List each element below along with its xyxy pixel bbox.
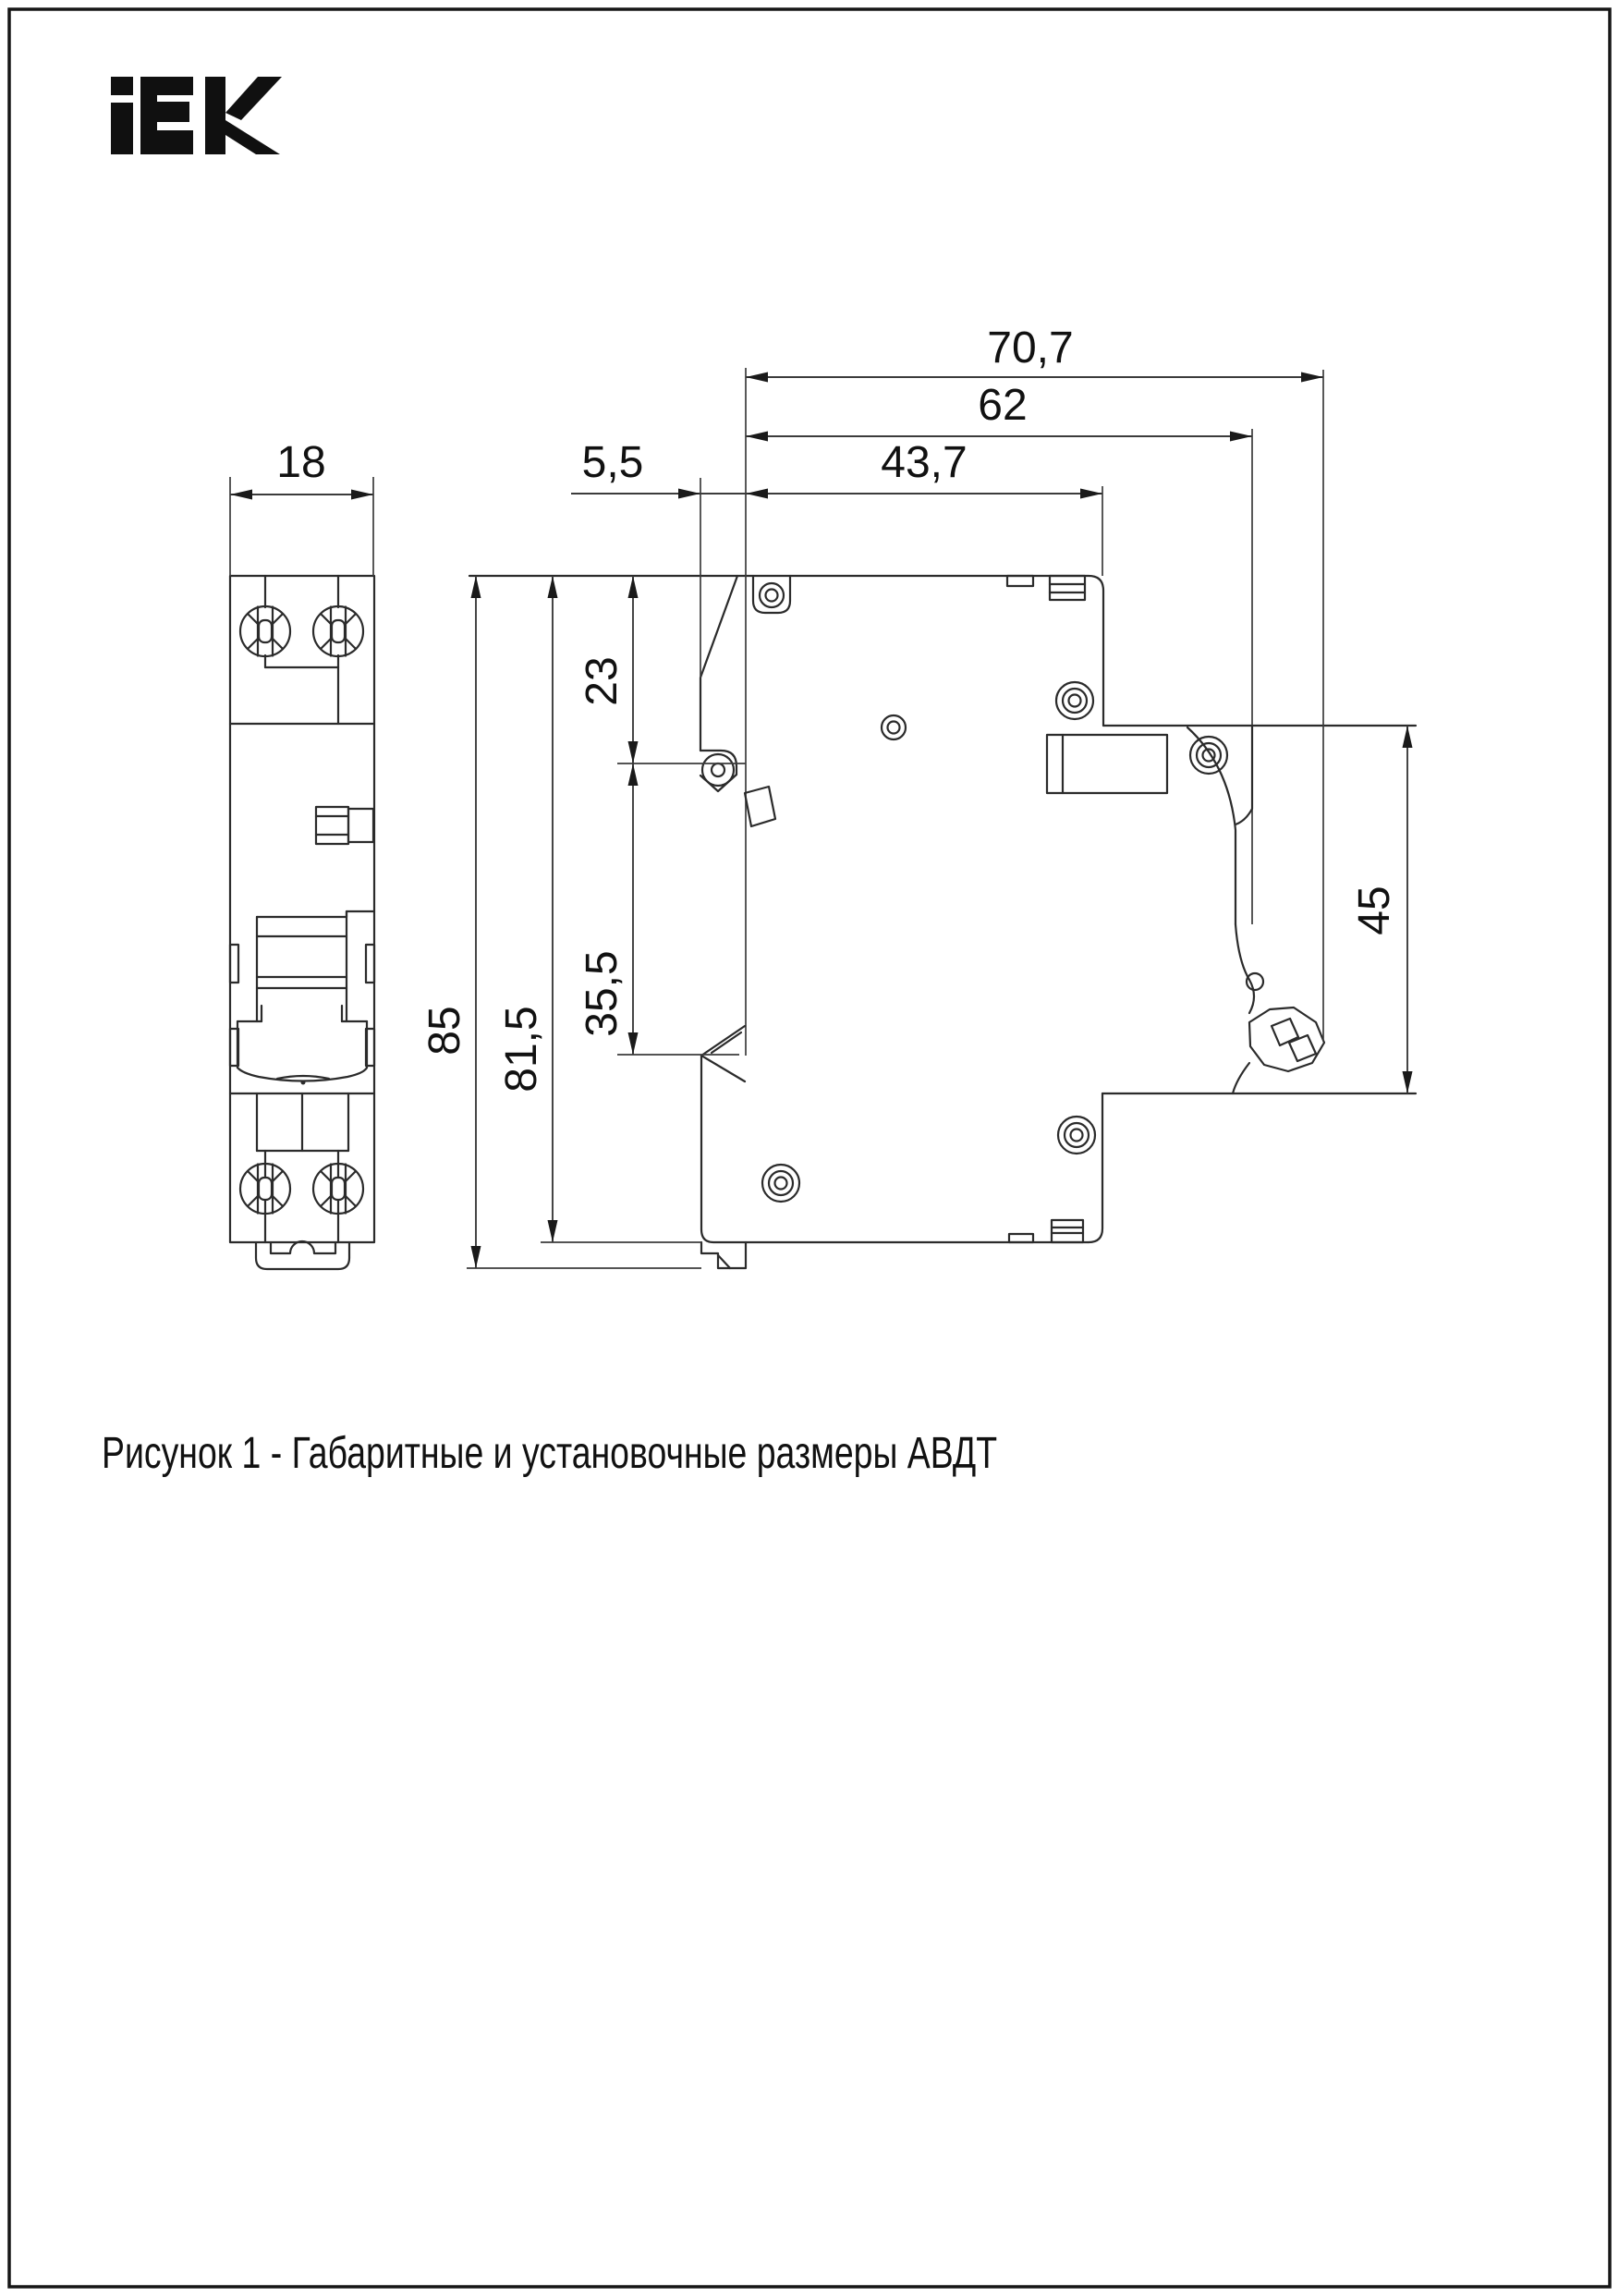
toggle-pivot-dot [301, 1081, 306, 1085]
logo-k-upper-leg [225, 77, 282, 120]
side-view [469, 368, 1416, 1268]
front-bottom-terminal [230, 1093, 374, 1242]
din-latch-arm [1236, 924, 1254, 1013]
screw-icon [762, 1165, 799, 1202]
dim-ledge-and-body-depth [571, 438, 1102, 499]
dim-overall-height [420, 576, 481, 1268]
latch-hole [1247, 973, 1263, 990]
side-top-edge [469, 576, 1103, 726]
dim-din-depth [746, 381, 1252, 442]
side-din-tab [701, 1242, 746, 1268]
rear-terminal-opening [1047, 735, 1167, 793]
din-top-claw [1236, 726, 1252, 824]
terminal-screw-icon [240, 606, 290, 656]
side-lower-right-edge [1089, 1093, 1102, 1242]
iek-logo [111, 77, 282, 154]
dim-label-5-5: 5,5 [581, 438, 644, 487]
dim-label-45: 45 [1350, 885, 1399, 935]
screw-icon [760, 583, 784, 607]
side-rail [366, 945, 374, 983]
bottom-feet [1009, 1220, 1083, 1242]
dim-din-height [1350, 726, 1413, 1093]
logo-k-stem [205, 77, 225, 154]
logo-i-stem [111, 103, 133, 154]
page-border [9, 9, 1610, 2287]
din-latch-knob [1249, 1008, 1324, 1071]
din-channel-curve [1187, 727, 1236, 924]
side-front-wing [701, 1026, 745, 1081]
terminal-screw-icon [313, 606, 363, 656]
screw-icon [1056, 682, 1093, 719]
dim-label-43-7: 43,7 [881, 438, 968, 487]
side-front-slope [700, 576, 737, 751]
side-toggle-lever [745, 787, 775, 826]
toggle-handle-face [237, 1068, 367, 1081]
logo-i-dot [111, 77, 133, 95]
front-view [230, 576, 374, 1269]
dim-body-height [497, 576, 558, 1242]
screw-icon [1058, 1117, 1095, 1154]
figure-caption: Рисунок 1 - Габаритные и установочные размеры АВДТ [102, 1428, 998, 1479]
front-toggle-switch [230, 911, 374, 1085]
dimension-annotations [230, 324, 1413, 1268]
side-bottom-edge [701, 1056, 1089, 1242]
dim-top-section [578, 576, 639, 1055]
front-top-terminal [230, 576, 374, 724]
logo-k-lower-leg [225, 120, 280, 154]
dim-front-width [230, 438, 373, 500]
screw-icon [882, 715, 906, 739]
dim-label-18: 18 [276, 438, 326, 487]
dim-label-70-7: 70,7 [987, 324, 1074, 372]
top-tabs [1007, 576, 1085, 600]
dim-label-62: 62 [978, 381, 1028, 430]
front-din-tab [256, 1241, 349, 1269]
dim-overall-depth [746, 324, 1323, 383]
logo-e-glyph [140, 77, 193, 154]
dim-label-35-5: 35,5 [578, 950, 627, 1037]
dim-label-85: 85 [420, 1006, 469, 1056]
dim-label-81-5: 81,5 [497, 1006, 546, 1093]
front-test-button [316, 807, 373, 844]
side-rail [230, 945, 238, 983]
dim-label-23: 23 [578, 656, 627, 706]
screw-icon [1190, 737, 1227, 774]
